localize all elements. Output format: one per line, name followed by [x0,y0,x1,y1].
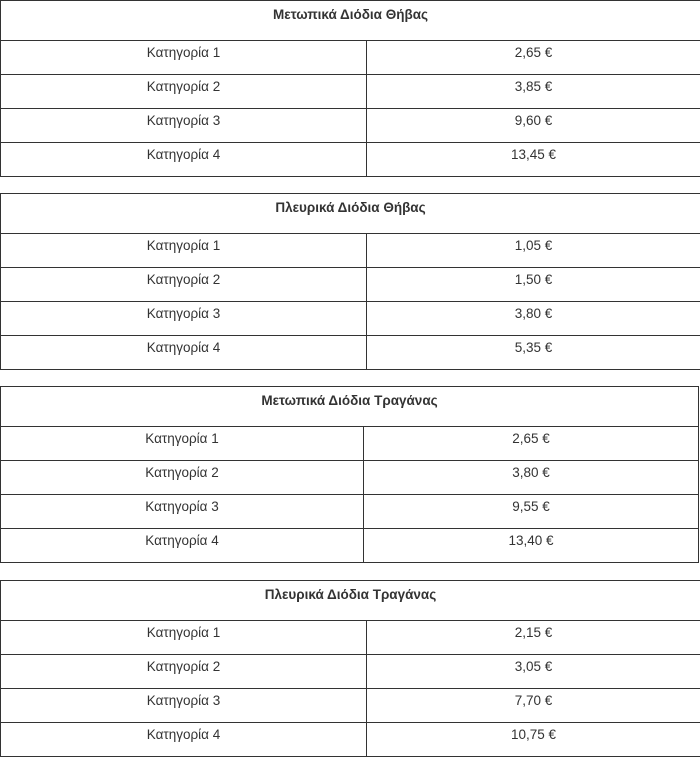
table-title: Μετωπικά Διόδια Τραγάνας [1,387,699,427]
category-cell: Κατηγορία 4 [1,336,367,370]
toll-table-thiva-lateral [0,193,700,370]
toll-table-tragana-lateral [0,580,700,757]
table-row [1,529,699,563]
category-cell: Κατηγορία 3 [1,495,364,529]
table-row [1,109,700,143]
price-cell: 3,85 € [367,75,700,109]
category-cell: Κατηγορία 4 [1,143,367,177]
category-cell: Κατηγορία 3 [1,689,367,723]
table-row [1,689,700,723]
category-cell: Κατηγορία 3 [1,109,367,143]
category-cell: Κατηγορία 4 [1,723,367,757]
category-cell: Κατηγορία 3 [1,302,367,336]
table-title: Μετωπικά Διόδια Θήβας [1,1,700,41]
table-title: Πλευρικά Διόδια Θήβας [1,194,700,234]
category-cell: Κατηγορία 2 [1,461,364,495]
price-cell: 5,35 € [367,336,700,370]
table-row [1,268,700,302]
table-row [1,655,700,689]
table-row [1,495,699,529]
table-row [1,461,699,495]
category-cell: Κατηγορία 2 [1,75,367,109]
toll-table-tragana-frontal [0,386,698,563]
table-row [1,41,700,75]
table-row [1,143,700,177]
category-cell: Κατηγορία 1 [1,41,367,75]
price-cell: 13,45 € [367,143,700,177]
table-title: Πλευρικά Διόδια Τραγάνας [1,581,700,621]
price-cell: 2,65 € [367,41,700,75]
price-cell: 13,40 € [364,529,699,563]
table-row [1,75,700,109]
price-cell: 1,50 € [367,268,700,302]
category-cell: Κατηγορία 1 [1,427,364,461]
table-row [1,427,699,461]
price-cell: 3,05 € [367,655,700,689]
table-row [1,234,700,268]
table-row [1,336,700,370]
price-cell: 2,15 € [367,621,700,655]
price-cell: 3,80 € [367,302,700,336]
price-cell: 2,65 € [364,427,699,461]
table-row [1,302,700,336]
table-row [1,723,700,757]
price-cell: 3,80 € [364,461,699,495]
toll-table-thiva-frontal [0,0,700,177]
price-cell: 1,05 € [367,234,700,268]
price-cell: 9,55 € [364,495,699,529]
category-cell: Κατηγορία 4 [1,529,364,563]
price-cell: 7,70 € [367,689,700,723]
category-cell: Κατηγορία 1 [1,234,367,268]
table-row [1,621,700,655]
category-cell: Κατηγορία 2 [1,655,367,689]
category-cell: Κατηγορία 2 [1,268,367,302]
price-cell: 10,75 € [367,723,700,757]
price-cell: 9,60 € [367,109,700,143]
category-cell: Κατηγορία 1 [1,621,367,655]
